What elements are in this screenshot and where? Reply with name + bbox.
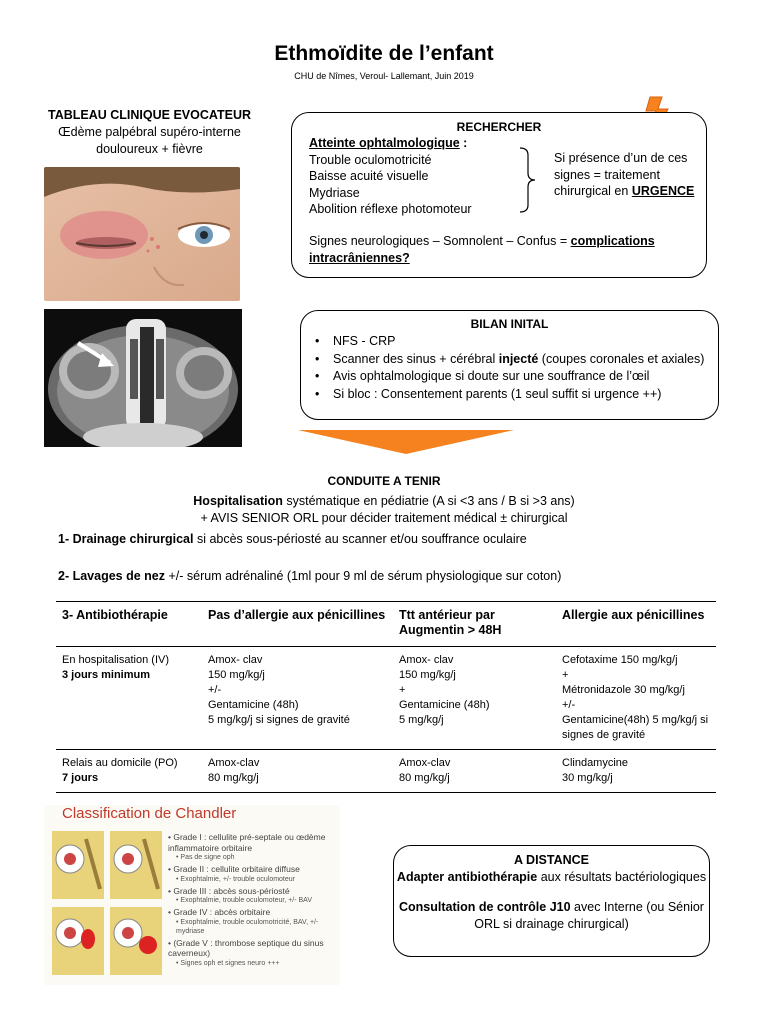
table-row <box>56 750 716 793</box>
ophtalmo-item: Mydriase <box>309 185 360 200</box>
a-distance-content <box>394 852 709 932</box>
neuro-signs <box>309 233 699 266</box>
table-cell: Clindamycine 30 mg/kg/j <box>556 750 716 793</box>
down-arrow-icon <box>298 430 514 454</box>
ophtalmo-item: Abolition réflexe photomoteur <box>309 202 472 216</box>
urgence-note <box>554 150 704 200</box>
table-header: 3- Antibiothérapie <box>56 602 202 647</box>
a-distance-line2-bold: Consultation de contrôle J10 <box>399 900 571 914</box>
ophtalmo-item: Trouble oculomotricité <box>309 152 432 167</box>
chandler-classification <box>44 805 340 985</box>
conduite-line1-bold: Hospitalisation <box>193 494 283 508</box>
table-row <box>56 647 716 750</box>
table-cell <box>56 750 202 793</box>
table-cell: Amox- clav 150 mg/kg/j +/- Gentamicine (48h) 5 mg/kg/j si signes de gravité <box>202 647 393 750</box>
table-cell <box>56 647 202 750</box>
table-cell: Amox- clav 150 mg/kg/j + Gentamicine (48h) 5 mg/kg/j <box>393 647 556 750</box>
chandler-grade: • Grade IV : abcès orbitaire <box>168 907 338 918</box>
rechercher-title: RECHERCHER <box>456 120 542 134</box>
ophtalmo-list <box>309 135 519 218</box>
bilan-item: • NFS - CRP <box>315 333 715 351</box>
drainage-bold: 1- Drainage chirurgical <box>58 532 194 546</box>
drainage-text: si abcès sous-périosté au scanner et/ou souffrance oculaire <box>193 532 527 546</box>
orbit-diagrams <box>50 829 166 979</box>
a-distance-line2 <box>394 899 709 932</box>
table-cell: Cefotaxime 150 mg/kg/j + Métronidazole 30 mg/kg/j +/- Gentamicine(48h) 5 mg/kg/j si signes de gravité <box>556 647 716 750</box>
bilan-item: • Si bloc : Consentement parents (1 seul suffit si urgence ++) <box>315 386 715 404</box>
table-header: Allergie aux pénicillines <box>556 602 716 647</box>
neuro-text: Signes neurologiques – Somnolent – Confus = <box>309 234 571 248</box>
table-cell: Amox-clav 80 mg/kg/j <box>393 750 556 793</box>
chandler-sign: • Pas de signe oph <box>168 853 338 862</box>
row-label: Relais au domicile (PO) <box>62 757 178 769</box>
a-distance-line2-text: avec Interne (ou Sénior ORL si drainage chirurgical) <box>474 900 704 931</box>
child-eye-photo <box>44 167 240 301</box>
ophtalmo-item: Baisse acuité visuelle <box>309 169 429 183</box>
lavage-text: +/- sérum adrénaliné (1ml pour 9 ml de sérum physiologique sur coton) <box>165 569 562 583</box>
chandler-sign: • Exophtalmie, trouble oculomoteur, +/- BAV <box>168 896 338 905</box>
bilan-list <box>315 333 715 403</box>
urgence-emphasis: URGENCE <box>631 184 695 198</box>
drainage-paragraph <box>58 532 748 546</box>
clinical-section <box>42 107 257 158</box>
a-distance-line1-text: aux résultats bactériologiques <box>537 869 707 884</box>
chandler-grade: • Grade I : cellulite pré-septale ou œdème inflammatoire orbitaire <box>168 832 338 853</box>
row-label-bold: 3 jours minimum <box>62 669 151 681</box>
page-subtitle: CHU de Nîmes, Veroul- Lallemant, Juin 2019 <box>294 71 474 81</box>
antibiotherapy-table <box>56 601 716 793</box>
row-label: En hospitalisation (IV) <box>62 654 169 666</box>
rechercher-box <box>291 112 707 278</box>
chandler-sign: • Signes oph et signes neuro +++ <box>168 959 338 968</box>
conduite-title: CONDUITE A TENIR <box>327 474 441 488</box>
conduite-line1-text: systématique en pédiatrie (A si <3 ans / B si >3 ans) <box>282 494 575 508</box>
chandler-sign: • Exophtalmie, trouble oculomotricité, BAV, +/- mydriase <box>168 918 338 936</box>
a-distance-line1-bold: Adapter antibiothérapie <box>396 869 538 884</box>
a-distance-line1 <box>394 869 709 886</box>
page-title: Ethmoïdite de l’enfant <box>274 42 494 65</box>
table-header: Ttt antérieur par Augmentin > 48H <box>393 602 556 647</box>
conduite-line1 <box>0 494 768 508</box>
chandler-grades <box>168 830 338 968</box>
ct-scan-image <box>44 309 242 447</box>
chandler-grade: • Grade II : cellulite orbitaire diffuse <box>168 864 338 875</box>
a-distance-title: A DISTANCE <box>514 853 589 867</box>
chandler-grade: • (Grade V : thrombose septique du sinus caverneux) <box>168 938 338 959</box>
table-header-row <box>56 602 716 647</box>
table-cell: Amox-clav 80 mg/kg/j <box>202 750 393 793</box>
bilan-item-bold: injecté <box>498 351 539 366</box>
clinical-line1: Œdème palpébral supéro-interne <box>58 125 241 139</box>
urgence-text: Si présence d’un de ces signes = traitement chirurgical en <box>554 151 688 198</box>
chandler-grade: • Grade III : abcès sous-périosté <box>168 886 338 897</box>
clinical-heading: TABLEAU CLINIQUE EVOCATEUR <box>47 108 251 122</box>
chandler-title: Classification de Chandler <box>62 805 237 822</box>
neuro-emphasis: complications intracrâniennes? <box>309 234 655 265</box>
bilan-title: BILAN INITAL <box>470 317 549 331</box>
bilan-item-text: (coupes coronales et axiales) <box>538 351 705 366</box>
bilan-box <box>300 310 719 420</box>
bilan-item: • Avis ophtalmologique si doute sur une souffrance de l’œil <box>315 368 715 386</box>
chandler-sign: • Exophtalmie, +/- trouble oculomoteur <box>168 875 338 884</box>
a-distance-box <box>393 845 710 957</box>
clinical-line2: douloureux + fièvre <box>96 142 203 156</box>
table-header: Pas d’allergie aux pénicillines <box>202 602 393 647</box>
lavage-bold: 2- Lavages de nez <box>58 569 165 583</box>
curly-brace-icon <box>518 147 538 213</box>
ophtalmo-colon: : <box>459 136 468 150</box>
row-label-bold: 7 jours <box>62 772 99 784</box>
conduite-line2: + AVIS SENIOR ORL pour décider traitement médical ± chirurgical <box>200 511 568 525</box>
ophtalmo-heading: Atteinte ophtalmologique <box>309 136 460 150</box>
bilan-item <box>315 351 715 369</box>
bilan-item-text: Scanner des sinus + cérébral <box>333 351 499 366</box>
lavage-paragraph <box>58 569 748 583</box>
